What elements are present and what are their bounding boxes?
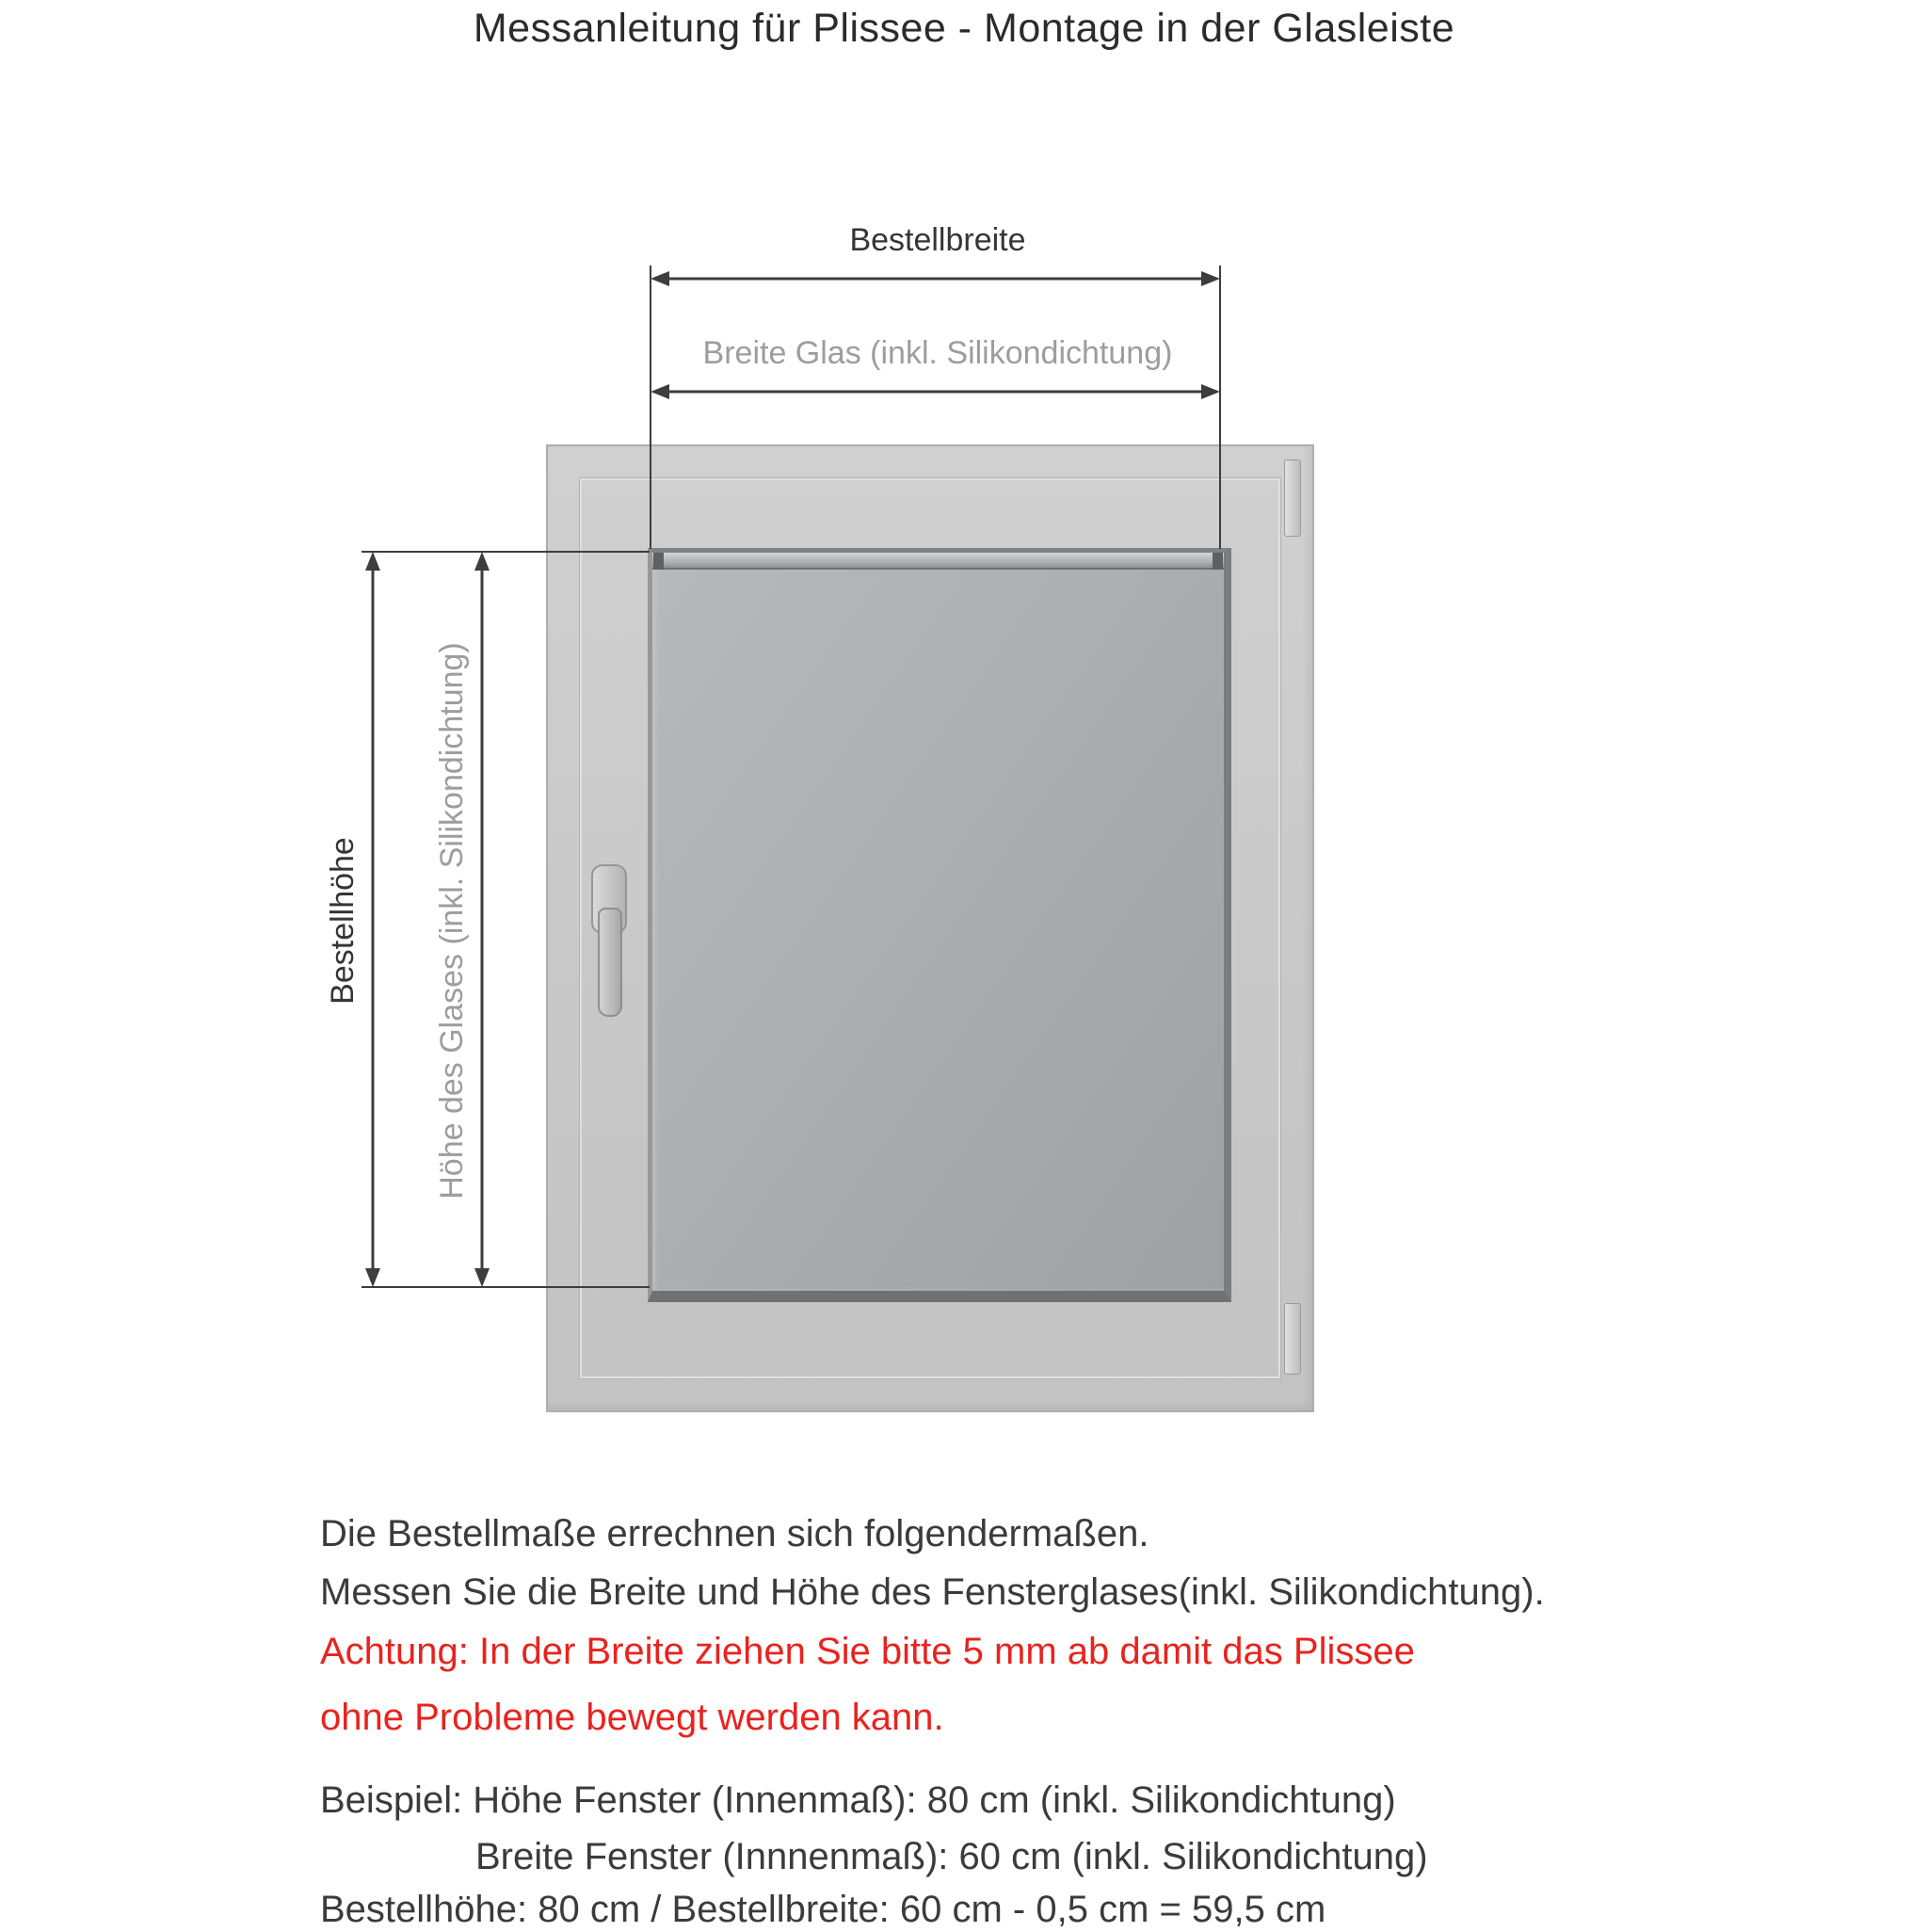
example-line-3: Bestellhöhe: 80 cm / Bestellbreite: 60 cm - 0,5 cm = 59,5 cm <box>320 1889 1326 1930</box>
rail-bracket-right <box>1213 553 1223 570</box>
page-title: Messanleitung für Plissee - Montage in der Glasleiste <box>473 6 1455 51</box>
glass-height-arrow <box>474 552 490 1287</box>
order-height-arrow <box>365 552 380 1287</box>
example-line-1: Beispiel: Höhe Fenster (Innenmaß): 80 cm (inkl. Silikondichtung) <box>320 1779 1396 1821</box>
order-width-arrow <box>651 271 1220 286</box>
window-frame <box>546 444 1314 1412</box>
instruction-intro-line-1: Die Bestellmaße errechnen sich folgendermaßen. <box>320 1513 1149 1554</box>
order-height-label: Bestellhöhe <box>325 837 361 1005</box>
example-line-2: Breite Fenster (Innnenmaß): 60 cm (inkl. Silikondichtung) <box>475 1836 1428 1877</box>
glass-height-label: Höhe des Glases (inkl. Silikondichtung) <box>434 642 470 1199</box>
window-hinge-bottom <box>1284 1303 1301 1375</box>
glass-width-arrow <box>651 384 1220 399</box>
window-hinge-top <box>1284 459 1301 537</box>
handle-lever <box>598 908 622 1017</box>
window-handle <box>591 864 625 1019</box>
warning-line-2: ohne Probleme bewegt werden kann. <box>320 1697 944 1738</box>
rail-bracket-left <box>653 553 664 570</box>
order-width-label: Bestellbreite <box>849 222 1026 258</box>
glass-width-label: Breite Glas (inkl. Silikondichtung) <box>702 335 1173 371</box>
warning-line-1: Achtung: In der Breite ziehen Sie bitte 5 mm ab damit das Plissee <box>320 1631 1415 1672</box>
instruction-intro-line-2: Messen Sie die Breite und Höhe des Fensterglases(inkl. Silikondichtung). <box>320 1571 1545 1613</box>
window-glass <box>648 548 1231 1302</box>
glass-pane <box>652 553 1224 1291</box>
plissee-top-rail <box>652 553 1224 570</box>
